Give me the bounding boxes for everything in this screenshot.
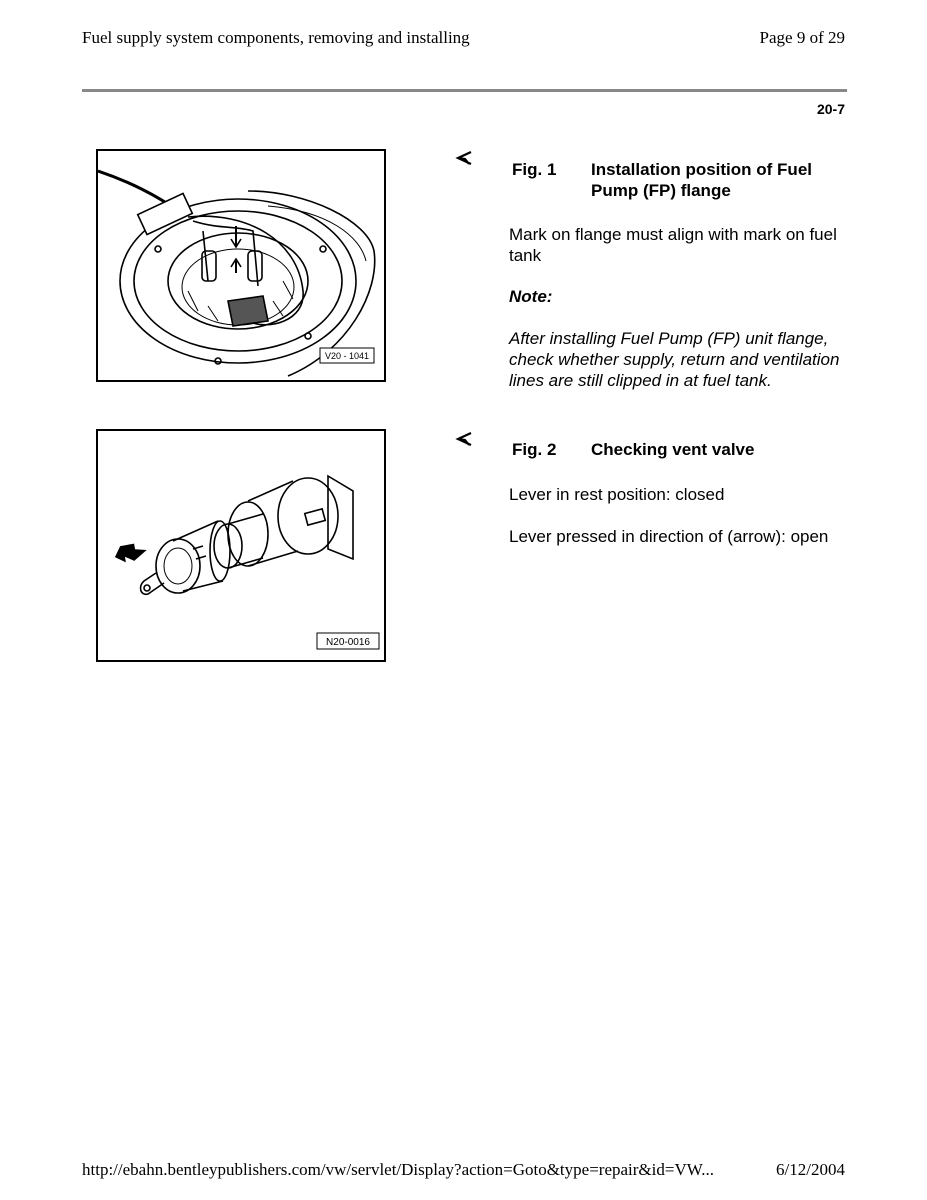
print-date: 6/12/2004: [776, 1160, 845, 1179]
figure-1-body: Mark on flange must align with mark on fuel tank: [509, 225, 837, 265]
figure-2-pointer-icon: [455, 431, 473, 452]
section-code: 20-7: [816, 101, 845, 117]
figure-1-caption: [512, 159, 842, 201]
figure-2-image: [96, 429, 386, 662]
figure-1-number: Fig. 1: [512, 160, 557, 179]
page-footer: [82, 1160, 845, 1180]
note-text: After installing Fuel Pump (FP) unit flange, check whether supply, return and ventilation lines are still clipped in at fuel tank.: [509, 329, 840, 390]
figure-1-code: V20 - 1041: [324, 351, 370, 361]
page-indicator: Page 9 of 29: [759, 28, 845, 47]
fuel-pump-flange-drawing: [98, 151, 384, 380]
figure-1-image: [96, 149, 386, 382]
vent-valve-drawing: [98, 431, 384, 660]
figure-2-code: N20-0016: [326, 637, 370, 648]
source-url[interactable]: http://ebahn.bentleypublishers.com/vw/servlet/Display?action=Goto&type=repair&id=VW...: [82, 1160, 714, 1179]
header-divider: [82, 89, 847, 92]
figure-1-title: Installation position of Fuel Pump (FP) flange: [591, 160, 812, 200]
page-header: [82, 28, 845, 48]
note-label: Note:: [509, 287, 553, 306]
figure-2-title: Checking vent valve: [591, 440, 755, 459]
figure-2-body-open: Lever pressed in direction of (arrow): open: [509, 527, 829, 546]
figure-2-body-closed: Lever in rest position: closed: [509, 485, 725, 504]
figure-2-caption: [512, 439, 842, 460]
document-title: Fuel supply system components, removing and installing: [82, 28, 470, 47]
figure-2-number: Fig. 2: [512, 440, 557, 459]
figure-1-pointer-icon: [455, 150, 473, 171]
